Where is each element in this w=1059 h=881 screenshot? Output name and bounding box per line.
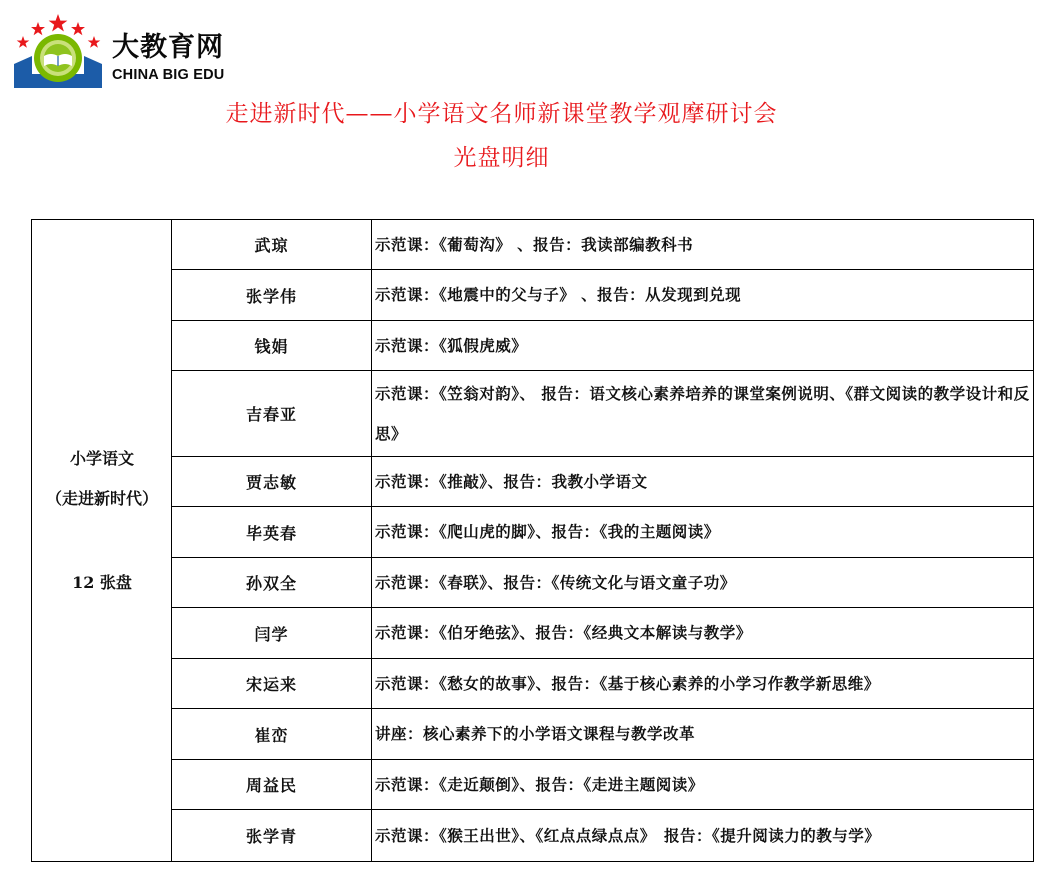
star-icon	[49, 14, 68, 32]
table-row	[172, 371, 1033, 457]
table-row	[172, 321, 1033, 371]
star-icon	[17, 36, 30, 48]
teacher-name: 闫学	[172, 608, 372, 658]
lesson-content: 示范课：《笠翁对韵》、 报告：语文核心素养培养的课堂案例说明、《群文阅读的教学设计和反思》	[375, 384, 1030, 443]
logo-english-name: CHINA BIG EDU	[112, 67, 225, 83]
table-row	[172, 709, 1033, 760]
logo-chinese-name: 大教育网	[112, 32, 224, 63]
teacher-name: 钱娟	[172, 321, 372, 370]
lesson-content: 示范课：《愁女的故事》、报告：《基于核心素养的小学习作教学新思维》	[375, 673, 880, 693]
teacher-name: 张学青	[172, 810, 372, 861]
teacher-name: 周益民	[172, 760, 372, 809]
teacher-name: 毕英春	[172, 507, 372, 557]
table-rows	[172, 220, 1033, 861]
teacher-name: 贾志敏	[172, 457, 372, 506]
teacher-name: 宋运来	[172, 659, 372, 708]
logo-emblem-icon	[14, 12, 106, 90]
lesson-content: 讲座：核心素养下的小学语文课程与教学改革	[375, 724, 696, 743]
category-subject: 小学语文	[69, 449, 134, 468]
lesson-content: 示范课：《春联》、报告：《传统文化与语文童子功》	[375, 572, 736, 592]
table-row	[172, 220, 1033, 270]
table-row	[172, 457, 1033, 507]
table-row	[172, 608, 1033, 659]
lesson-content: 示范课：《葡萄沟》 、报告：我读部编教科书	[375, 234, 694, 254]
table-row	[172, 810, 1033, 861]
page-title: 走进新时代——小学语文名师新课堂教学观摩研讨会	[225, 101, 778, 127]
teacher-name: 崔峦	[172, 709, 372, 759]
star-icon	[88, 36, 101, 48]
table-row	[172, 507, 1033, 558]
lesson-content: 示范课：《狐假虎威》	[375, 335, 528, 355]
lesson-content: 示范课：《走近颠倒》、报告：《走进主题阅读》	[375, 774, 704, 794]
star-icon	[71, 22, 85, 35]
category-cell	[32, 220, 172, 861]
teacher-name: 吉春亚	[172, 371, 372, 456]
table-row	[172, 760, 1033, 810]
lesson-content: 示范课：《推敲》、报告：我教小学语文	[375, 471, 648, 491]
table-row	[172, 659, 1033, 709]
category-disc-count: 12 张盘	[72, 573, 132, 592]
lesson-content: 示范课：《猴王出世》、《红点点绿点点》 报告：《提升阅读力的教与学》	[375, 825, 881, 845]
teacher-name: 张学伟	[172, 270, 372, 320]
lesson-content: 示范课：《爬山虎的脚》、报告：《我的主题阅读》	[375, 522, 720, 541]
teacher-name: 武琼	[172, 220, 372, 269]
table-row	[172, 558, 1033, 608]
category-series: （走进新时代）	[45, 489, 158, 508]
lesson-content: 示范课：《伯牙绝弦》、报告：《经典文本解读与教学》	[375, 623, 752, 642]
logo	[14, 12, 274, 92]
star-icon	[31, 22, 45, 35]
lesson-content: 示范课：《地震中的父与子》 、报告：从发现到兑现	[375, 285, 742, 304]
disc-detail-table	[31, 219, 1034, 862]
teacher-name: 孙双全	[172, 558, 372, 607]
table-row	[172, 270, 1033, 321]
page-subtitle: 光盘明细	[453, 145, 550, 171]
